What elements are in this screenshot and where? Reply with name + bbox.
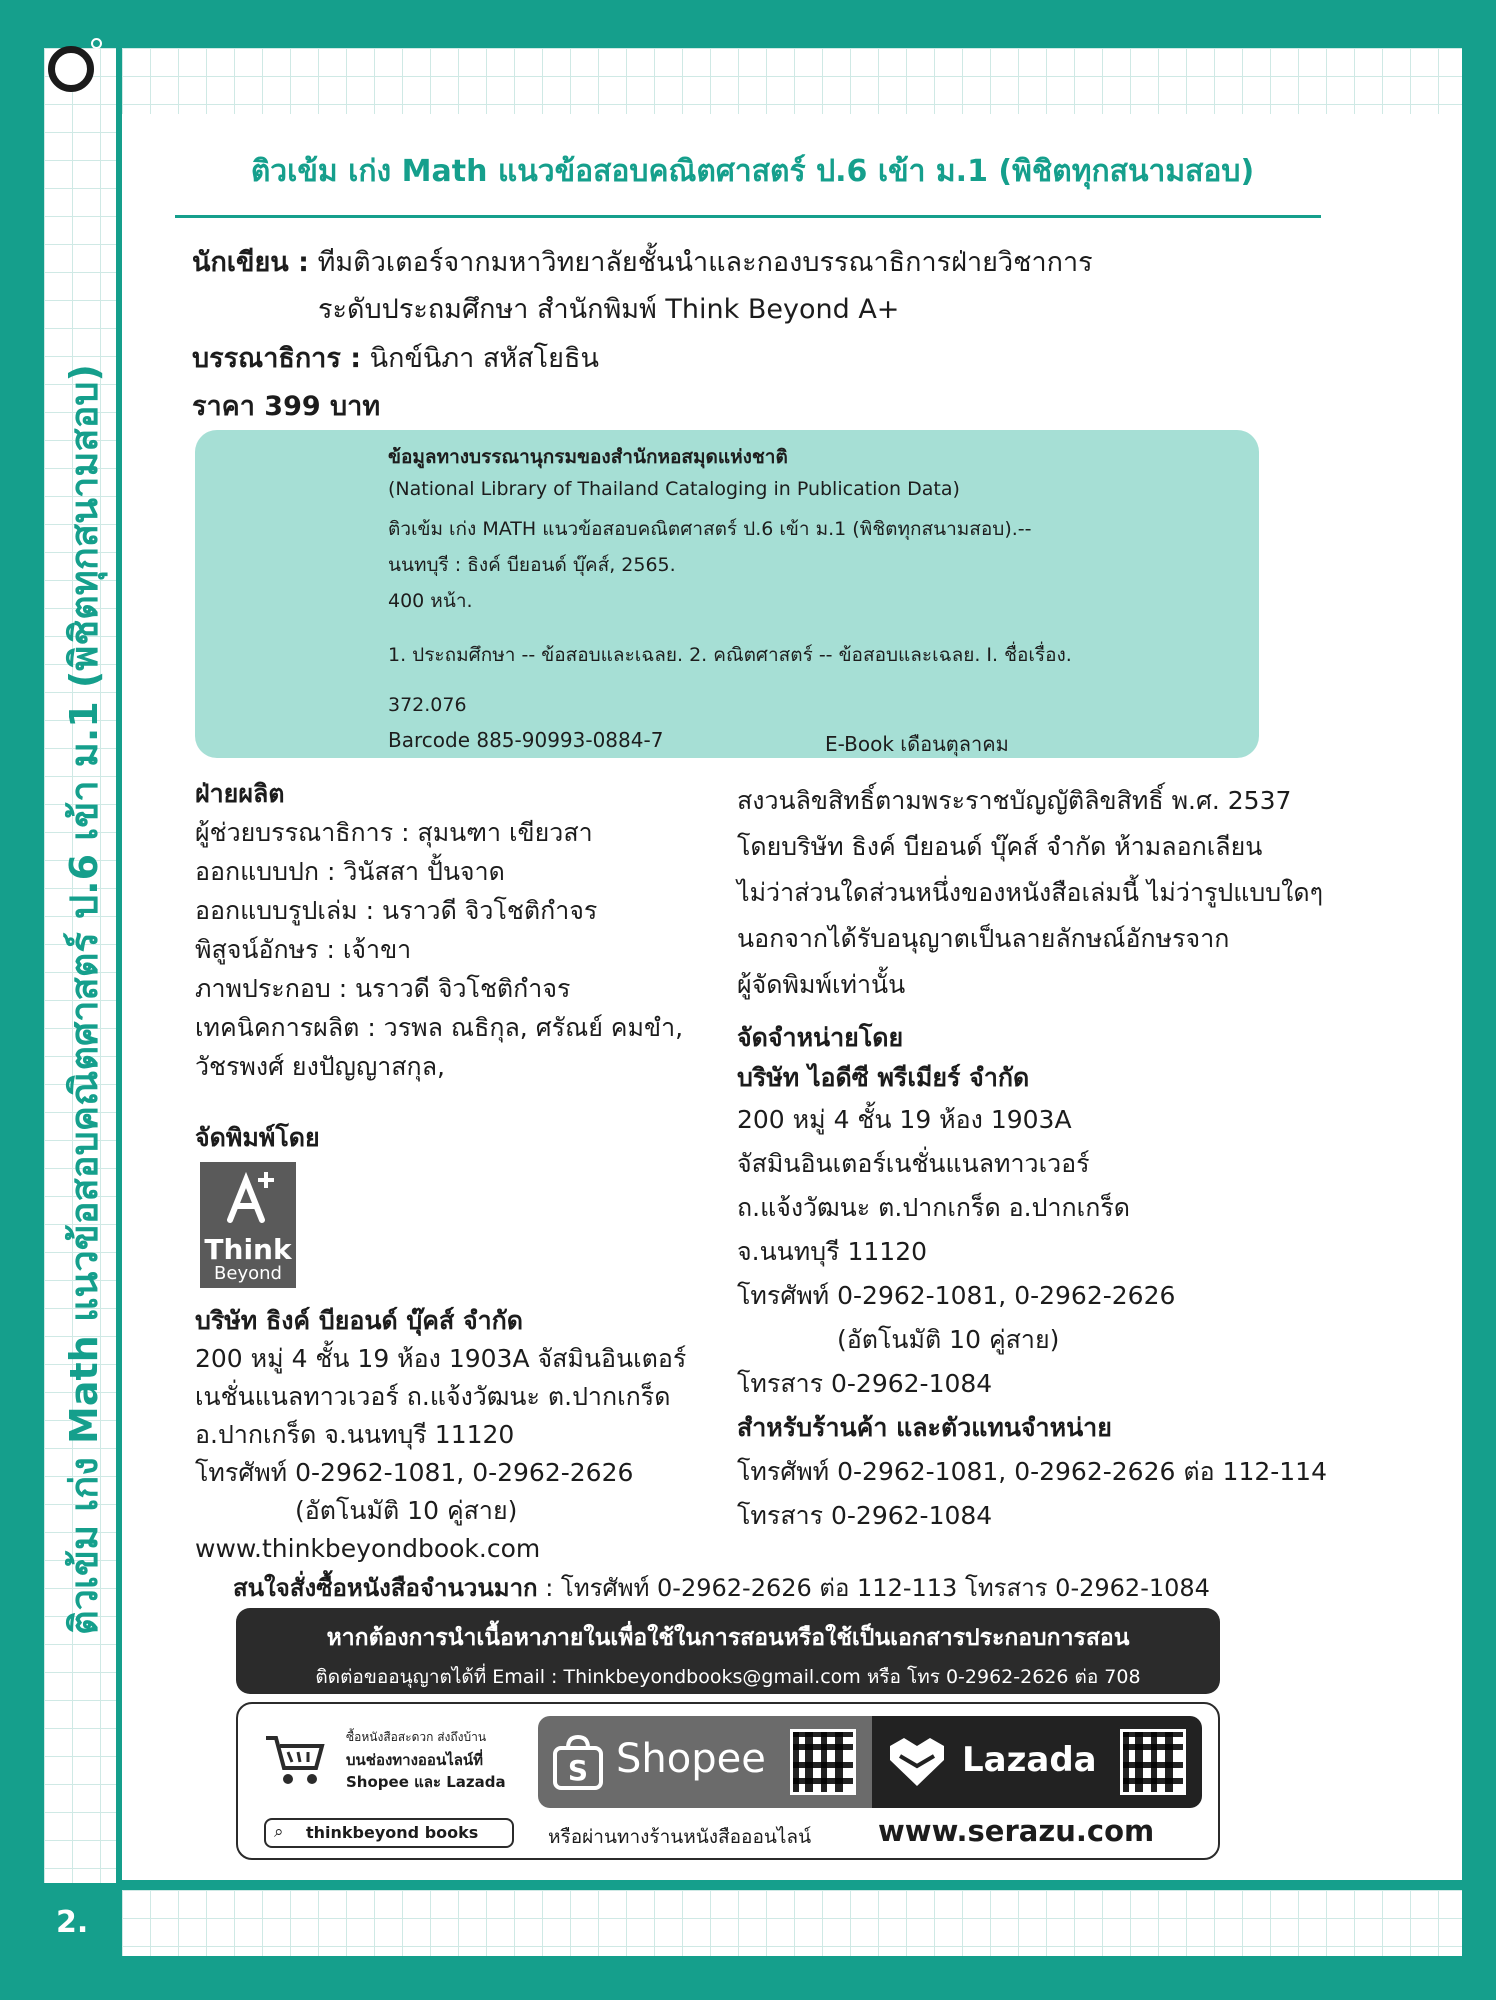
book-title: ติวเข้ม เก่ง Math แนวข้อสอบคณิตศาสตร์ ป.6 เข้า ม.1 (พิชิตทุกสนามสอบ) — [250, 154, 1255, 189]
cip-ebook: E-Book เดือนตุลาคม — [825, 732, 1009, 756]
logo-think: Think — [204, 1233, 292, 1266]
distributor-name: บริษัท ไอดีซี พรีเมียร์ จำกัด — [737, 1063, 1030, 1092]
svg-text:S: S — [567, 1754, 589, 1787]
author-label: นักเขียน : — [192, 247, 309, 278]
lazada-button[interactable] — [872, 1716, 1202, 1808]
cip-barcode: Barcode 885-90993-0884-7 — [388, 728, 664, 752]
shops-phone: โทรศัพท์ 0-2962-1081, 0-2962-2626 ต่อ 112-114 — [737, 1457, 1327, 1486]
publisher-name: บริษัท ธิงค์ บียอนด์ บุ๊คส์ จำกัด — [195, 1306, 524, 1335]
editor-row — [192, 336, 599, 379]
editor-name: นิกข์นิภา สหัสโยธิน — [369, 343, 599, 374]
shopee-bag-icon — [552, 1734, 604, 1790]
grid-background-bottom — [122, 1890, 1462, 1956]
production-heading: ฝ่ายผลิต — [195, 779, 285, 808]
publisher-section — [195, 1302, 686, 1568]
cip-box — [195, 430, 1259, 758]
shops-fax: โทรสาร 0-2962-1084 — [737, 1501, 993, 1530]
author-line1: ทีมติวเตอร์จากมหาวิทยาลัยชั้นนำและกองบรรณาธิการฝ่ายวิชาการ — [317, 247, 1093, 278]
copyright-line: ผู้จัดพิมพ์เท่านั้น — [737, 970, 906, 999]
banner-line2: ติดต่อขออนุญาตได้ที่ Email : Thinkbeyondbooks@gmail.com หรือ โทร 0-2962-2626 ต่อ 708 — [315, 1666, 1141, 1688]
publisher-heading: จัดพิมพ์โดย — [195, 1123, 320, 1152]
distributor-phone-note: (อัตโนมัติ 10 คู่สาย) — [837, 1325, 1060, 1354]
lazada-qr-code — [1120, 1729, 1186, 1795]
publisher-phone: โทรศัพท์ 0-2962-1081, 0-2962-2626 — [195, 1458, 634, 1487]
production-line: วัชรพงศ์ ยงปัญญาสกุล, — [195, 1052, 445, 1081]
title-divider — [175, 215, 1321, 218]
shops-heading: สำหรับร้านค้า และตัวแทนจำหน่าย — [737, 1413, 1112, 1442]
bulk-order-line — [233, 1568, 1210, 1607]
copyright-section — [737, 778, 1323, 1008]
publisher-address: อ.ปากเกร็ด จ.นนทบุรี 11120 — [195, 1420, 515, 1449]
search-box[interactable] — [264, 1818, 514, 1848]
lazada-label: Lazada — [962, 1740, 1097, 1780]
shopee-button[interactable] — [538, 1716, 872, 1808]
cart-line3: Shopee และ Lazada — [346, 1773, 506, 1791]
bulk-order-label: สนใจสั่งซื้อหนังสือจำนวนมาก — [233, 1574, 538, 1602]
cart-line1: ซื้อหนังสือสะดวก ส่งถึงบ้าน — [346, 1730, 487, 1744]
production-line: ผู้ช่วยบรรณาธิการ : สุมนฑา เขียวสา — [195, 818, 593, 847]
cart-line2: บนช่องทางออนไลน์ที่ — [346, 1751, 484, 1769]
shopee-qr-code — [790, 1729, 856, 1795]
copyright-line: ไม่ว่าส่วนใดส่วนหนึ่งของหนังสือเล่มนี้ ไม่ว่ารูปแบบใดๆ — [737, 878, 1324, 907]
production-line: เทคนิคการผลิต : วรพล ณธิกุล, ศรัณย์ คมขำ, — [195, 1013, 684, 1042]
logo-beyond: Beyond — [214, 1263, 282, 1284]
online-store-text: หรือผ่านทางร้านหนังสือออนไลน์ — [548, 1826, 812, 1848]
copyright-line: โดยบริษัท ธิงค์ บียอนด์ บุ๊คส์ จำกัด ห้ามลอกเลียน — [737, 832, 1263, 861]
cip-subjects-line: 1. ประถมศึกษา -- ข้อสอบและเฉลย. 2. คณิตศาสตร์ -- ข้อสอบและเฉลย. I. ชื่อเรื่อง. — [388, 644, 1072, 666]
banner-line1: หากต้องการนำเนื้อหาภายในเพื่อใช้ในการสอนหรือใช้เป็นเอกสารประกอบการสอน — [326, 1625, 1130, 1651]
cip-subheading: (National Library of Thailand Cataloging in Publication Data) — [388, 478, 960, 500]
copyright-line: สงวนลิขสิทธิ์ตามพระราชบัญญัติลิขสิทธิ์ พ.ศ. 2537 — [737, 786, 1292, 815]
bulk-order-details: : โทรศัพท์ 0-2962-2626 ต่อ 112-113 โทรสาร 0-2962-1084 — [537, 1574, 1210, 1602]
shopee-label: Shopee — [616, 1736, 766, 1782]
distributor-address: ถ.แจ้งวัฒนะ ต.ปากเกร็ด อ.ปากเกร็ด — [737, 1193, 1131, 1222]
lazada-heart-icon — [886, 1734, 948, 1790]
distributor-address: จ.นนทบุรี 11120 — [737, 1237, 928, 1266]
cip-class-number: 372.076 — [388, 694, 467, 716]
production-line: พิสูจน์อักษร : เจ้าขา — [195, 935, 412, 964]
cip-publication-line: นนทบุรี : ธิงค์ บียอนด์ บุ๊คส์, 2565. — [388, 554, 676, 576]
distributor-fax: โทรสาร 0-2962-1084 — [737, 1369, 993, 1398]
shopping-cart-icon — [264, 1732, 326, 1788]
a-plus-logo-icon — [200, 1162, 296, 1232]
production-section — [195, 774, 683, 1086]
cip-pages-line: 400 หน้า. — [388, 590, 473, 612]
spine-title: ติวเข้ม เก่ง Math แนวข้อสอบคณิตศาสตร์ ป.6 เข้า ม.1 (พิชิตทุกสนามสอบ) — [62, 364, 106, 1635]
page-number: 2. — [56, 1905, 89, 1940]
editor-label: บรรณาธิการ : — [192, 343, 362, 374]
distributor-phone: โทรศัพท์ 0-2962-1081, 0-2962-2626 — [737, 1281, 1176, 1310]
distributor-heading: จัดจำหน่ายโดย — [737, 1023, 904, 1052]
online-shop-box — [236, 1702, 1220, 1860]
copyright-line: นอกจากได้รับอนุญาตเป็นลายลักษณ์อักษรจาก — [737, 924, 1230, 953]
search-label: thinkbeyond books — [306, 1823, 479, 1842]
binder-dot-icon — [91, 38, 102, 49]
grid-background-top — [122, 48, 1462, 114]
price: ราคา 399 บาท — [192, 391, 381, 422]
publisher-address: เนชั่นแนลทาวเวอร์ ถ.แจ้งวัฒนะ ต.ปากเกร็ด — [195, 1382, 671, 1411]
publisher-address: 200 หมู่ 4 ชั้น 19 ห้อง 1903A จัสมินอินเตอร์ — [195, 1344, 687, 1373]
distributor-address: จัสมินอินเตอร์เนชั่นแนลทาวเวอร์ — [737, 1149, 1090, 1178]
distributor-section — [737, 1018, 1327, 1538]
teaching-permission-banner — [236, 1608, 1220, 1694]
think-beyond-logo — [200, 1162, 296, 1288]
publisher-website[interactable]: www.thinkbeyondbook.com — [195, 1534, 541, 1563]
cip-title-line: ติวเข้ม เก่ง MATH แนวข้อสอบคณิตศาสตร์ ป.6 เข้า ม.1 (พิชิตทุกสนามสอบ).-- — [388, 518, 1032, 540]
distributor-address: 200 หมู่ 4 ชั้น 19 ห้อง 1903A — [737, 1105, 1072, 1134]
search-icon: ⌕ — [274, 1822, 284, 1842]
production-line: ภาพประกอบ : นราวดี จิวโชติกำจร — [195, 974, 571, 1003]
author-line2: ระดับประถมศึกษา สำนักพิมพ์ Think Beyond A+ — [318, 294, 900, 325]
binder-ring-icon — [48, 46, 94, 92]
serazu-link[interactable]: www.serazu.com — [878, 1814, 1155, 1848]
author-row — [192, 240, 1093, 283]
cip-heading: ข้อมูลทางบรรณานุกรมของสำนักหอสมุดแห่งชาติ — [388, 446, 788, 468]
publisher-phone-note: (อัตโนมัติ 10 คู่สาย) — [295, 1496, 518, 1525]
production-line: ออกแบบปก : วินัสสา ปั้นจาด — [195, 857, 505, 886]
production-line: ออกแบบรูปเล่ม : นราวดี จิวโชติกำจร — [195, 896, 598, 925]
